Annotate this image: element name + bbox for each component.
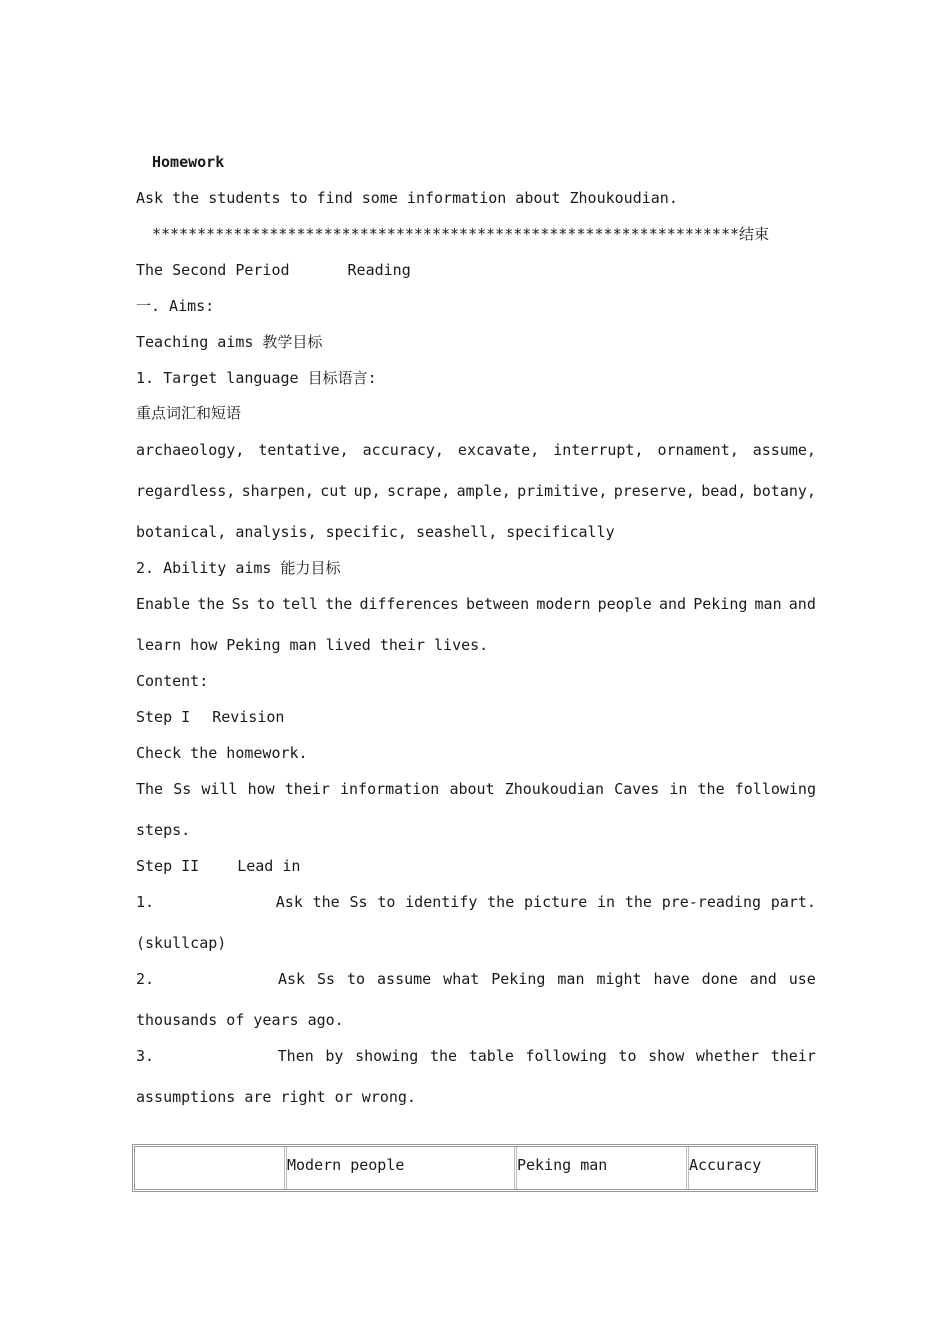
table-header-accuracy: Accuracy	[689, 1156, 762, 1174]
item-number: 3.	[136, 1047, 155, 1065]
word: done	[701, 970, 738, 988]
table-header-modern-people: Modern people	[287, 1147, 517, 1189]
item-number: 2.	[136, 970, 155, 988]
word: the	[487, 893, 515, 911]
vocab-word: archaeology,	[136, 441, 245, 459]
check-homework: Check the homework.	[136, 744, 308, 762]
word: The	[136, 780, 164, 798]
word: picture	[524, 893, 588, 911]
word: their	[770, 1047, 816, 1065]
word: in	[669, 780, 688, 798]
word: differences	[359, 595, 459, 613]
step-label: Step I	[136, 708, 191, 726]
step-2-heading	[136, 856, 816, 876]
lead-in-item-3	[136, 1046, 816, 1066]
word: what	[443, 970, 480, 988]
vocab-word: tentative,	[258, 441, 349, 459]
key-words-heading: 重点词汇和短语	[136, 404, 242, 422]
homework-heading: Homework	[152, 153, 225, 171]
target-language: 1. Target language 目标语言:	[136, 369, 377, 387]
period-heading	[136, 260, 816, 280]
word: use	[788, 970, 816, 988]
homework-text: Ask the students to find some information about Zhoukoudian.	[136, 189, 678, 207]
word: will	[201, 780, 238, 798]
step-1-heading	[136, 707, 816, 727]
word: the	[429, 1047, 458, 1065]
word: whether	[695, 1047, 760, 1065]
word: Ss	[173, 780, 192, 798]
period-topic: Reading	[347, 261, 411, 279]
word: show	[648, 1047, 685, 1065]
word: identify	[405, 893, 478, 911]
word: following	[734, 780, 816, 798]
word: Ss	[317, 970, 336, 988]
teaching-aims: Teaching aims 教学目标	[136, 333, 323, 351]
period-title: The Second Period	[136, 261, 290, 279]
word: Caves	[614, 780, 660, 798]
word: part.	[770, 893, 816, 911]
table-header-peking-man: Peking man	[517, 1147, 689, 1189]
vocab-word: botany,	[752, 482, 816, 500]
word: the	[624, 893, 652, 911]
step-label: Step II	[136, 857, 200, 875]
vocab-line-3: botanical, analysis, specific, seashell, specifically	[136, 523, 615, 541]
word: man	[754, 595, 782, 613]
vocab-word: cut	[320, 482, 348, 500]
vocab-word: bead,	[701, 482, 747, 500]
ss-line-1	[136, 779, 816, 799]
lead-in-item-2	[136, 969, 816, 989]
word: to	[347, 970, 366, 988]
word: to	[256, 595, 275, 613]
word: the	[325, 595, 353, 613]
word: how	[247, 780, 275, 798]
vocab-line-1	[136, 440, 816, 460]
step-title: Lead in	[237, 857, 301, 875]
word: following	[525, 1047, 607, 1065]
word: and	[749, 970, 777, 988]
vocab-word: accuracy,	[362, 441, 444, 459]
vocab-word: sharpen,	[241, 482, 314, 500]
step-title: Revision	[212, 708, 285, 726]
word: Then	[277, 1047, 314, 1065]
item-number: 1.	[136, 893, 155, 911]
word: the	[197, 595, 225, 613]
comparison-table	[132, 1144, 818, 1192]
word: might	[596, 970, 642, 988]
word: about	[449, 780, 495, 798]
word: assume	[377, 970, 432, 988]
table-header-empty	[135, 1147, 287, 1189]
word: to	[377, 893, 396, 911]
word: have	[653, 970, 690, 988]
vocab-word: ample,	[456, 482, 511, 500]
vocab-line-2	[136, 481, 816, 501]
word: the	[312, 893, 340, 911]
ss-line-2: steps.	[136, 821, 191, 839]
word: information	[340, 780, 440, 798]
word: Ss	[349, 893, 368, 911]
ability-aims: 2. Ability aims 能力目标	[136, 559, 341, 577]
word: Ask	[275, 893, 303, 911]
word: in	[597, 893, 616, 911]
vocab-word: excavate,	[457, 441, 540, 459]
word: and	[658, 595, 687, 613]
vocab-word: interrupt,	[553, 441, 644, 459]
word: to	[618, 1047, 637, 1065]
word: table	[468, 1047, 514, 1065]
ability-line-1	[136, 594, 816, 614]
vocab-word: up,	[353, 482, 381, 500]
word: people	[597, 595, 652, 613]
lead-in-item-3-cont: assumptions are right or wrong.	[136, 1088, 416, 1106]
word: showing	[355, 1047, 419, 1065]
word: between	[465, 595, 530, 613]
word: man	[557, 970, 585, 988]
lead-in-item-1-cont: (skullcap)	[136, 934, 227, 952]
word: Ask	[277, 970, 306, 988]
lead-in-item-1	[136, 892, 816, 912]
word: Peking	[491, 970, 546, 988]
vocab-word: preserve,	[613, 482, 695, 500]
vocab-word: scrape,	[387, 482, 451, 500]
content-heading: Content:	[136, 672, 209, 690]
vocab-word: ornament,	[657, 441, 739, 459]
lead-in-item-2-cont: thousands of years ago.	[136, 1011, 344, 1029]
word: and	[788, 595, 816, 613]
vocab-word: primitive,	[517, 482, 608, 500]
word: pre-reading	[661, 893, 762, 911]
ability-line-2: learn how Peking man lived their lives.	[136, 636, 489, 654]
word: tell	[281, 595, 319, 613]
word: by	[325, 1047, 344, 1065]
word: Enable	[136, 595, 191, 613]
word: modern	[536, 595, 591, 613]
word: Zhoukoudian	[504, 780, 605, 798]
vocab-word: regardless,	[136, 482, 236, 500]
aims-heading: 一. Aims:	[136, 297, 215, 315]
word: their	[284, 780, 330, 798]
vocab-word: assume,	[752, 441, 816, 459]
section-separator: *****************************************************************结束	[152, 225, 769, 243]
word: the	[697, 780, 725, 798]
word: Peking	[693, 595, 748, 613]
word: Ss	[231, 595, 250, 613]
